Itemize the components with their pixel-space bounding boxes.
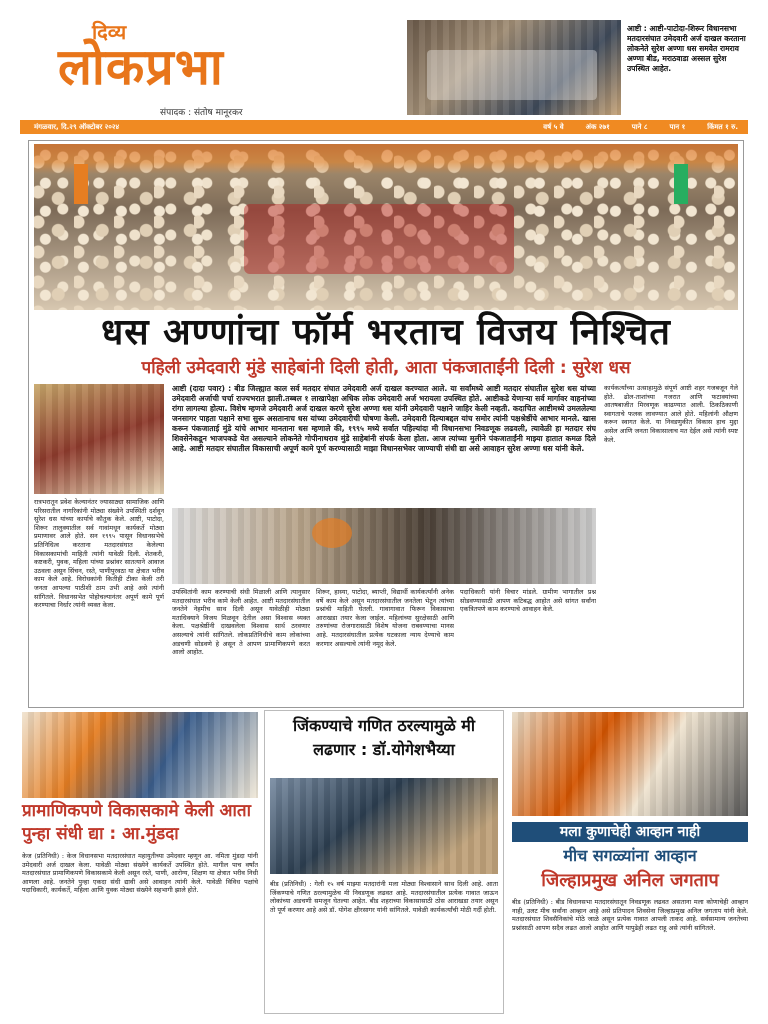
lead-subheadline: पहिली उमेदवारी मुंडे साहेबांनी दिली होती, आता पंकजाताईंनी दिली : सुरेश धस xyxy=(141,358,631,378)
lead-right-col: कार्यकर्त्यांच्या उत्साहामुळे संपूर्ण आष्टी शहर गजबजून गेले होते. ढोल-ताशांच्या गजरात आणि फटाक्यांच्या आतषबाजीत मिरवणूक काढण्यात आली. ठिकठिकाणी स्वागताचे फलक लावण्यात आले होते. महिलांनी औक्षण करून स्वागत केले. या निवडणुकीत विकास हाच मुद्दा असेल आणि जनता विकासालाच मत देईल असे त्यांनी स्पष्ट केले. xyxy=(604,384,738,444)
dateline-bar xyxy=(20,120,748,134)
editor-name: संपादक : संतोष मानूरकर xyxy=(160,108,243,118)
top-photo xyxy=(407,20,621,115)
center-article-photo xyxy=(270,778,498,874)
issue-date: मंगळवार, दि.२९ ऑक्टोबर २०२४ xyxy=(34,122,120,131)
lead-mid-col-2: शिरूर, हास्या, पाटोदा, ब्याप्ती, विद्यार्थी कार्यकर्त्यांनी अनेक वर्षे काम केले असून मतदारसंघातील जनतेला भेटून त्यांच्या प्रश्नांची माहिती घेतली. गावागावात फिरून विकासाचा आराखडा तयार केला जाईल. महिलांच्या सुरक्षेसाठी आणि तरुणांच्या रोजगारासाठी विशेष योजना राबवण्याचा मानस आहे. मतदारसंघातील प्रत्येक घटकाला न्याय देण्याचे काम करणार असल्याचे त्यांनी नमूद केले. xyxy=(316,588,454,648)
center-article-headline: जिंकण्याचे गणित ठरल्यामुळे मी लढणार : डॉ.योगेशभैय्या xyxy=(292,716,476,759)
issue-price: किंमत १ रु. xyxy=(707,122,738,131)
right-article-text: बीड (प्रतिनिधी) : बीड विधानसभा मतदारसंघातून निवडणूक लढवत असताना मला कोणाचेही आव्हान नाही, उलट मीच सर्वांना आव्हान आहे असे प्रतिपादन शिवसेना जिल्हाप्रमुख अनिल जगताप यांनी केले. मतदारसंघात शिवसैनिकांचे मोठे जाळे असून प्रत्येक गावात आपली ताकद आहे. सर्वसामान्य जनतेच्या प्रश्नांसाठी आपण सदैव लढत आलो आहोत आणि यापुढेही लढत राहू असे त्यांनी सांगितले. xyxy=(512,898,748,932)
masthead xyxy=(40,18,390,118)
right-article-headline-bot: जिल्हाप्रमुख अनिल जगताप xyxy=(541,870,719,891)
rally-photo xyxy=(34,144,738,310)
lead-mid-col-1: उपस्थितांनी काम करण्याची संधी मिळाली आणि त्यानुसार मतदारसंघात भरीव कामे केली आहेत. आष्टी मतदारसंघातील जनतेने नेहमीच साथ दिली असून यावेळीही मोठ्या मताधिक्याने विजय मिळवून देतील असा विश्वास व्यक्त केला. पक्षश्रेष्ठींनी दाखवलेला विश्वास सार्थ ठरवणार असल्याचे त्यांनी सांगितले. लोकप्रतिनिधीचे काम लोकांच्या अडचणी सोडवणे हे असून ते आपण प्रामाणिकपणे करत आलो आहोत. xyxy=(172,588,310,657)
editor-line xyxy=(160,100,390,118)
nomination-photo xyxy=(172,508,596,584)
brand-small: दिव्य xyxy=(92,20,127,44)
lead-left-col: रात्रभरातून प्रवेश केल्यानंतर ज्यासाठ्या सामाजिक आणि परिसरातील नागरिकांनी मोठ्या संख्येने उपस्थिती दर्शवून सुरेश धस यांच्या कार्याचे कौतुक केले. आष्टी, पाटोदा, शिरूर तालुक्यातील सर्व गावांमधून कार्यकर्ते मोठ्या प्रमाणावर आले होते. सन १९९५ पासून विधानसभेचे प्रतिनिधित्व करताना मतदारसंघात केलेल्या विकासकामांची माहिती त्यांनी यावेळी दिली. शेतकरी, कष्टकरी, युवक, महिला यांच्या प्रश्नांवर सातत्याने आवाज उठवला असून सिंचन, रस्ते, पाणीपुरवठा या क्षेत्रात भरीव काम केले आहे. विरोधकांनी कितीही टीका केली तरी जनता आपल्या पाठीशी ठाम उभी आहे असे त्यांनी सांगितले. विधानसभेत पोहोचल्यानंतर अपूर्ण कामे पूर्ण करण्याचा निर्धार त्यांनी व्यक्त केला. xyxy=(34,498,164,610)
lead-left-photo xyxy=(34,384,164,494)
top-caption: आष्टी : आष्टी-पाटोदा-शिरूर विधानसभा मतदारसंघात उमेदवारी अर्ज दाखल करताना लोकनेते सुरेश अण्णा धस समवेत रामराव अण्णा बीड, मराठवाडा अस्सल सुरेश उपस्थित आहेत. xyxy=(627,24,746,73)
issue-year: वर्ष ५ वे xyxy=(543,122,564,131)
lead-intro: आष्टी (दादा पवार) : बीड जिल्ह्यात काल सर्व मतदार संघात उमेदवारी अर्ज दाखल करण्यात आले. या सर्वांमध्ये आष्टी मतदार संघातील सुरेश धस यांच्या उमेदवारी अर्जाची चर्चा राज्यभरात झाली.तब्बल १ लाखापेक्षा अधिक लोक उमेदवारी अर्ज भरायला उपस्थित होते. आष्टीकडे येणाऱ्या सर्व मार्गावर वाहनांच्या रांगा लागल्या होत्या. विशेष म्हणजे उमेदवारी अर्ज दाखल करणे सुरेश अण्णा धस यांनी उमेदवारी पक्षाने जाहिर केली नव्हती. कदाचित आष्टीमध्ये उमललेल्या जनसागर पाहता पक्षाने सभा सुरू असतानाच धस यांच्या उमेदवारीची घोषणा केली. उमेदवारी दिल्याबद्दल यांच समोर त्यांनी पक्षश्रेष्ठींचे आभार मानले. खास करून पंकजाताई मुंडे यांचे आभार मानताना धस म्हणाले की, १९९५ मध्ये सर्वात पहिल्यांदा मी विधानसभा निवडणूक लढवली, त्यावेळी हा मतदार संघ शिवसेनेकडून भाजपकडे येत असल्याने लोकनेते गोपीनाथराव मुंडे साहेबांनी संपर्क केला होता. आज त्यांच्या मुलीने पंकजाताईंनी माझ्या हातात कमळ दिले आहे. आष्टी मतदार संघातील विकासाची अपूर्ण कामे पूर्ण करण्यासाठी माझा विधानसभेवर जाण्याची संधी द्या असे आवाहन सुरेश अण्णा धस यांनी केले. xyxy=(172,384,596,453)
lead-headline: धस अण्णांचा फॉर्म भरताच विजय निश्चित xyxy=(101,312,671,353)
right-article-headline-mid: मीच सगळ्यांना आव्हान xyxy=(563,846,697,865)
brand-logo: लोकप्रभा xyxy=(58,38,224,96)
right-article-headline-top: मला कुणाचेही आव्हान नाही xyxy=(512,822,748,842)
page-count: पाने ८ xyxy=(631,122,648,131)
left-article-text: केज (प्रतिनिधी) : केज विधानसभा मतदारसंघात महायुतीच्या उमेदवार म्हणून आ. नमिता मुंडदा यांनी उमेदवारी अर्ज दाखल केला. यावेळी मोठ्या संख्येने कार्यकर्ते उपस्थित होते. मागील पाच वर्षांत मतदारसंघात प्रामाणिकपणे विकासकामे केली असून रस्ते, पाणी, आरोग्य, शिक्षण या क्षेत्रात भरीव निधी आणला आहे. जनतेने पुन्हा एकदा संधी द्यावी असे आवाहन त्यांनी केले. यावेळी विविध पक्षांचे पदाधिकारी, कार्यकर्ते, महिला आणि युवक मोठ्या संख्येने सहभागी झाले होते. xyxy=(22,852,258,895)
right-article-photo xyxy=(512,712,748,816)
left-article-photo xyxy=(22,712,258,798)
center-article-text: बीड (प्रतिनिधी) : गेली १५ वर्ष माझ्या मतदारांनी मला मोठ्या विश्वासाने साथ दिली आहे. आता जिंकण्याचे गणित ठरल्यामुळेच मी निवडणूक लढवत आहे. मतदारसंघातील प्रत्येक गावात जाऊन लोकांच्या अडचणी समजून घेतल्या आहेत. बीड शहराच्या विकासासाठी ठोस आराखडा तयार असून तो पूर्ण करणार आहे असे डॉ. योगेश क्षीरसागर यांनी सांगितले. यावेळी कार्यकर्त्यांची मोठी गर्दी होती. xyxy=(270,880,498,914)
issue-page: पान १ xyxy=(669,122,686,131)
issue-number: अंक २७१ xyxy=(585,122,610,131)
left-article-headline: प्रामाणिकपणे विकासकामे केली आता पुन्हा संधी द्या : आ.मुंडदा xyxy=(22,801,251,844)
lead-mid-col-3: पदाधिकारी यांनी विचार मांडले. ग्रामीण भागातील प्रश्न सोडवण्यासाठी आपण कटिबद्ध आहोत असे सांगत सर्वांना एकत्रितपणे काम करण्याचे आवाहन केले. xyxy=(460,588,596,614)
